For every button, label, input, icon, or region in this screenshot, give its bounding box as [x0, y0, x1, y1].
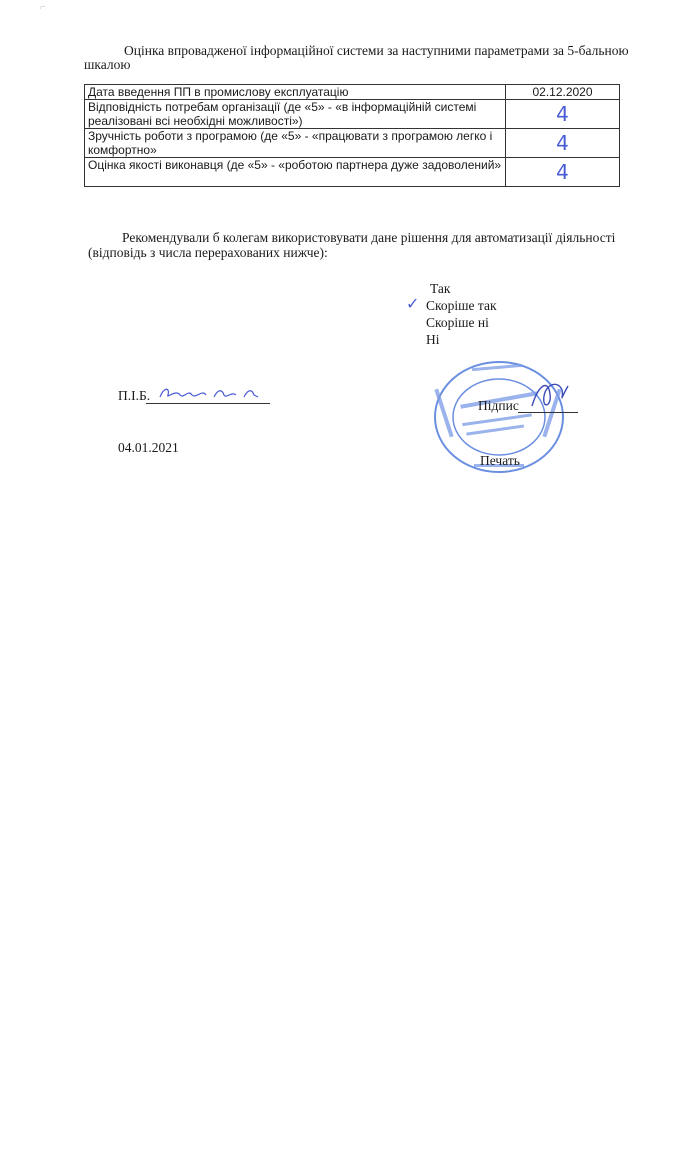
intro-line-1: Оцінка впровадженої інформаційної системи за наступними параметрами за 5-бальною [124, 43, 629, 58]
table-row [85, 129, 620, 158]
scan-artifact: ⌐ [40, 2, 46, 13]
fio-handwriting-icon [156, 385, 266, 401]
table-cell-handwritten-score: 4 [506, 158, 620, 187]
recommend-line-2: (відповідь з числа перерахованих нижче): [88, 245, 328, 260]
evaluation-table [84, 84, 620, 187]
table-row [85, 100, 620, 129]
table-row [85, 85, 620, 100]
recommend-text [88, 230, 658, 260]
signature-label: Підпис [478, 398, 519, 413]
recommend-line-1: Рекомендували б колегам використовувати дане рішення для автоматизації діяльності [122, 230, 616, 245]
table-row [85, 158, 620, 187]
answer-options [406, 280, 497, 348]
checkmark-icon: ✓ [406, 294, 420, 313]
table-cell-handwritten-score: 4 [506, 100, 620, 129]
fio-underline [146, 403, 270, 404]
table-cell-param: Дата введення ПП в промислову експлуатацію [85, 85, 506, 100]
document-date: 04.01.2021 [118, 440, 179, 455]
table-cell-param: Відповідність потребам організації (де «5» - «в інформаційній системі реалізовані всі необхідні можливості») [85, 100, 506, 129]
fio-label: П.І.Б. [118, 388, 151, 403]
intro-text [84, 44, 654, 72]
stamp-label: Печать [480, 453, 520, 468]
table-cell-handwritten-score: 4 [506, 129, 620, 158]
table-cell-param: Зручність роботи з програмою (де «5» - «працювати з програмою легко і комфортно» [85, 129, 506, 158]
table-cell-value: 02.12.2020 [506, 85, 620, 100]
option-no: Ні [426, 332, 440, 347]
table-cell-param: Оцінка якості виконавця (де «5» - «роботою партнера дуже задоволений» [85, 158, 506, 187]
intro-line-2: шкалою [84, 57, 131, 72]
signature-scribble-icon [528, 376, 572, 416]
option-rather-no: Скоріше ні [426, 315, 489, 330]
option-rather-yes [406, 294, 497, 314]
option-yes: Так [430, 281, 451, 296]
option-rather-yes-label: Скоріше так [426, 298, 497, 313]
